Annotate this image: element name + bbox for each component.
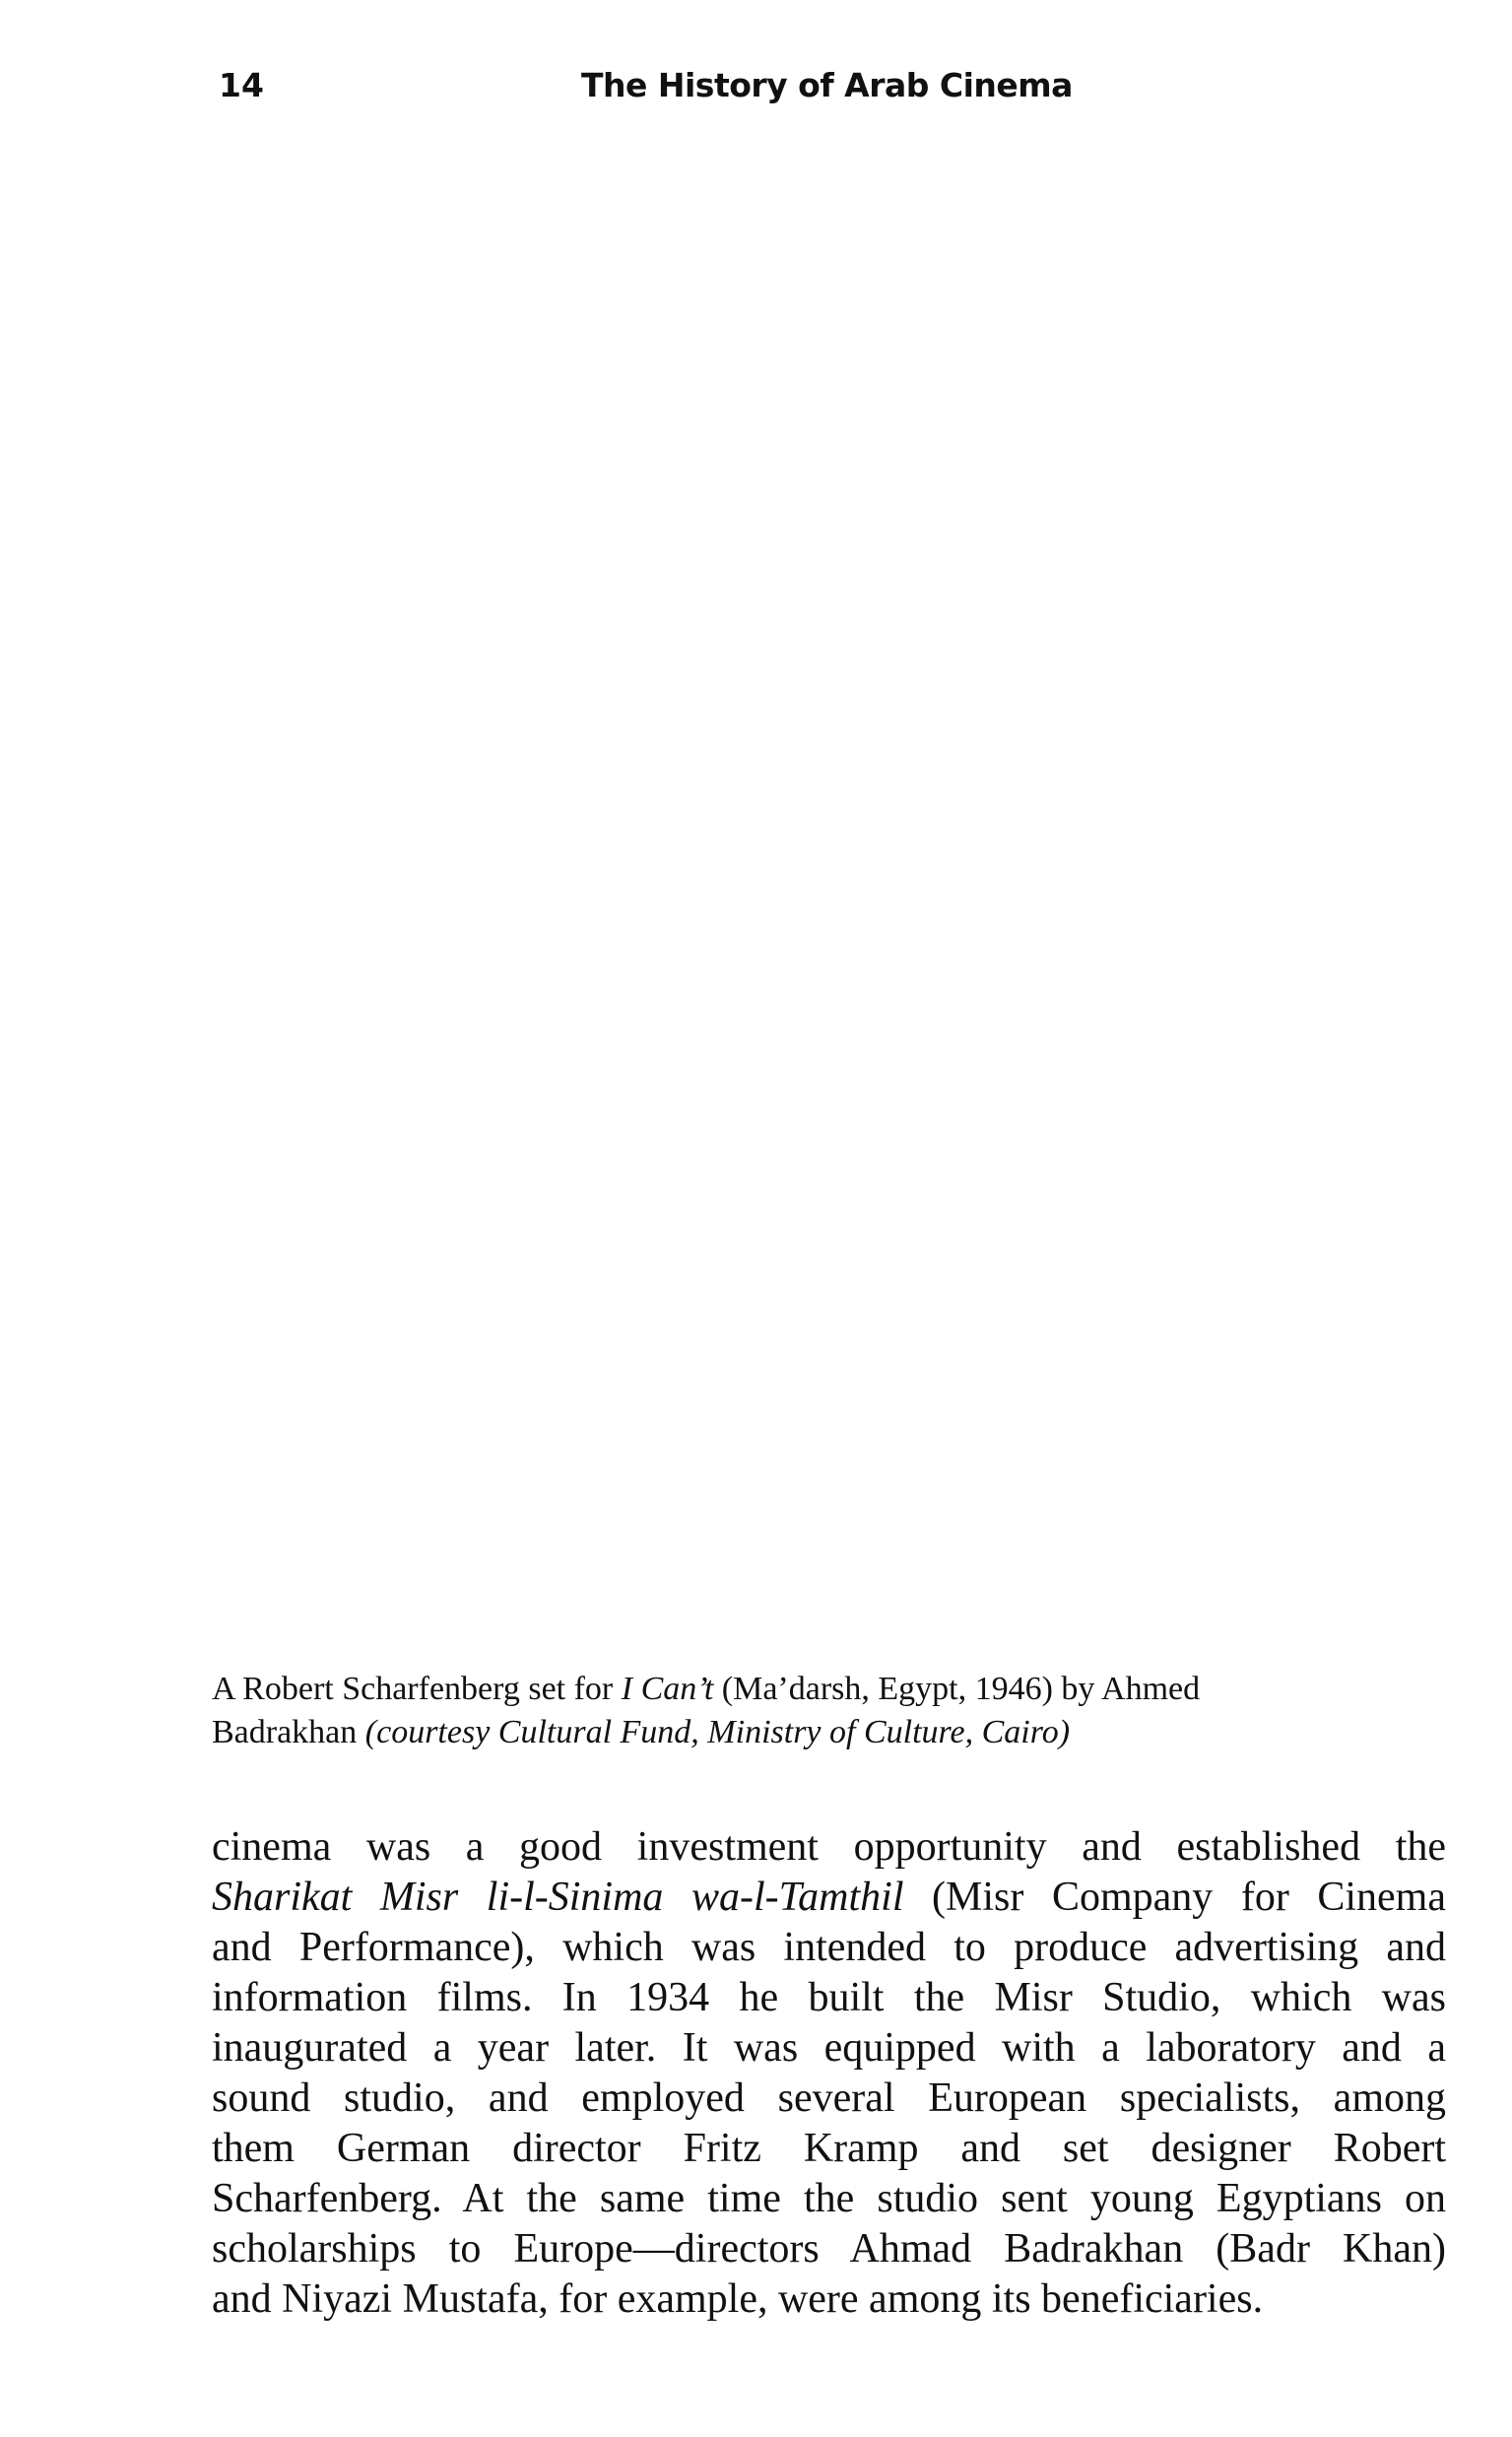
caption-line — [212, 1711, 1453, 1754]
paragraph-line: cinema was a good investment opportunity and established the — [212, 1824, 1446, 1870]
caption-text: A Robert Scharfenberg set for — [212, 1671, 622, 1707]
paragraph-line: and Niyazi Mustafa, for example, were among its beneficiaries. — [212, 2276, 1264, 2322]
company-name-arabic: Sharikat Misr li-l-Sinima wa-l-Tamthil — [212, 1875, 904, 1920]
paragraph-line: sound studio, and employed several European specialists, among — [212, 2075, 1446, 2121]
paragraph-text: (Misr Company for Cinema — [903, 1875, 1446, 1920]
film-title: I Can’t — [621, 1671, 714, 1707]
paragraph-line: Scharfenberg. At the same time the studio sent young Egyptians on — [212, 2176, 1446, 2221]
caption-text: Badrakhan — [212, 1714, 365, 1750]
paragraph-line: inaugurated a year later. It was equipped with a laboratory and a — [212, 2025, 1446, 2071]
body-paragraph — [212, 1822, 1446, 2325]
caption-text: (Ma’darsh, Egypt, 1946) by Ahmed — [713, 1671, 1201, 1707]
caption-line — [212, 1668, 1453, 1711]
paragraph-line: them German director Fritz Kramp and set designer Robert — [212, 2126, 1446, 2171]
paragraph-line — [212, 1873, 1446, 1923]
page-number: 14 — [219, 66, 264, 104]
figure-image — [212, 148, 1453, 1645]
paragraph-line: and Performance), which was intended to produce advertising and — [212, 1925, 1446, 1970]
image-credit: (courtesy Cultural Fund, Ministry of Culture, Cairo) — [364, 1714, 1071, 1750]
running-head — [219, 61, 1085, 110]
running-title: The History of Arab Cinema — [581, 66, 1073, 104]
paragraph-line: information films. In 1934 he built the Misr Studio, which was — [212, 1975, 1446, 2020]
figure-caption — [212, 1668, 1453, 1754]
paragraph-line: scholarships to Europe—directors Ahmad Badrakhan (Badr Khan) — [212, 2226, 1446, 2272]
